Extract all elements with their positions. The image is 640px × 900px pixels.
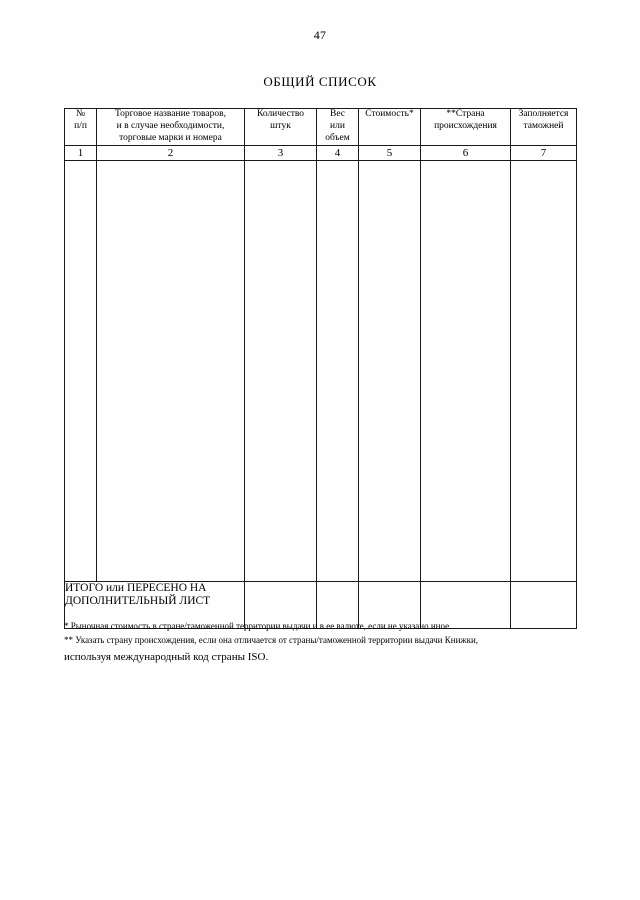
column-number-2: 2 [97,145,245,160]
table-header-cell-1: № п/п [65,109,97,146]
table-header-cell-3: Количество штук [245,109,317,146]
page-number: 47 [313,28,327,42]
table-header-cell-5: Стоимость* [359,109,421,146]
table-header-row [65,109,577,146]
footnote-value: * Рыночная стоимость в стране/таможенной территории выдачи и в ее валюте, если не указано иное. [64,621,452,631]
footnote-country-continued: используя международный код страны ISO. [64,650,269,663]
entry-cell-value[interactable] [359,160,421,581]
footnotes [64,620,584,666]
table-header-cell-7: Заполняется таможней [511,109,577,146]
table-header-cell-4: Вес или объем [317,109,359,146]
entry-cell-goods-description[interactable] [97,160,245,581]
entry-cell-number[interactable] [65,160,97,581]
column-number-7: 7 [511,145,577,160]
entry-cell-quantity[interactable] [245,160,317,581]
page-title: ОБЩИЙ СПИСОК [263,74,377,89]
column-number-3: 3 [245,145,317,160]
column-number-4: 4 [317,145,359,160]
column-number-5: 5 [359,145,421,160]
footnote-country: ** Указать страну происхождения, если она отличается от страны/таможенной территории выдачи Книжки, [64,634,479,645]
column-number-1: 1 [65,145,97,160]
entry-cell-customs-use[interactable] [511,160,577,581]
entry-cell-weight-volume[interactable] [317,160,359,581]
column-number-6: 6 [421,145,511,160]
table-entry-row [65,160,577,581]
table-header-cell-2: Торговое название товаров, и в случае необходимости, торговые марки и номера [97,109,245,146]
entry-cell-country-of-origin[interactable] [421,160,511,581]
table-header-cell-6: **Страна происхождения [421,109,511,146]
general-list-table [64,108,576,629]
table-column-number-row [65,145,577,160]
total-row-label-cell: ИТОГО или ПЕРЕСЕНО НА ДОПОЛНИТЕЛЬНЫЙ ЛИСТ [65,581,245,628]
